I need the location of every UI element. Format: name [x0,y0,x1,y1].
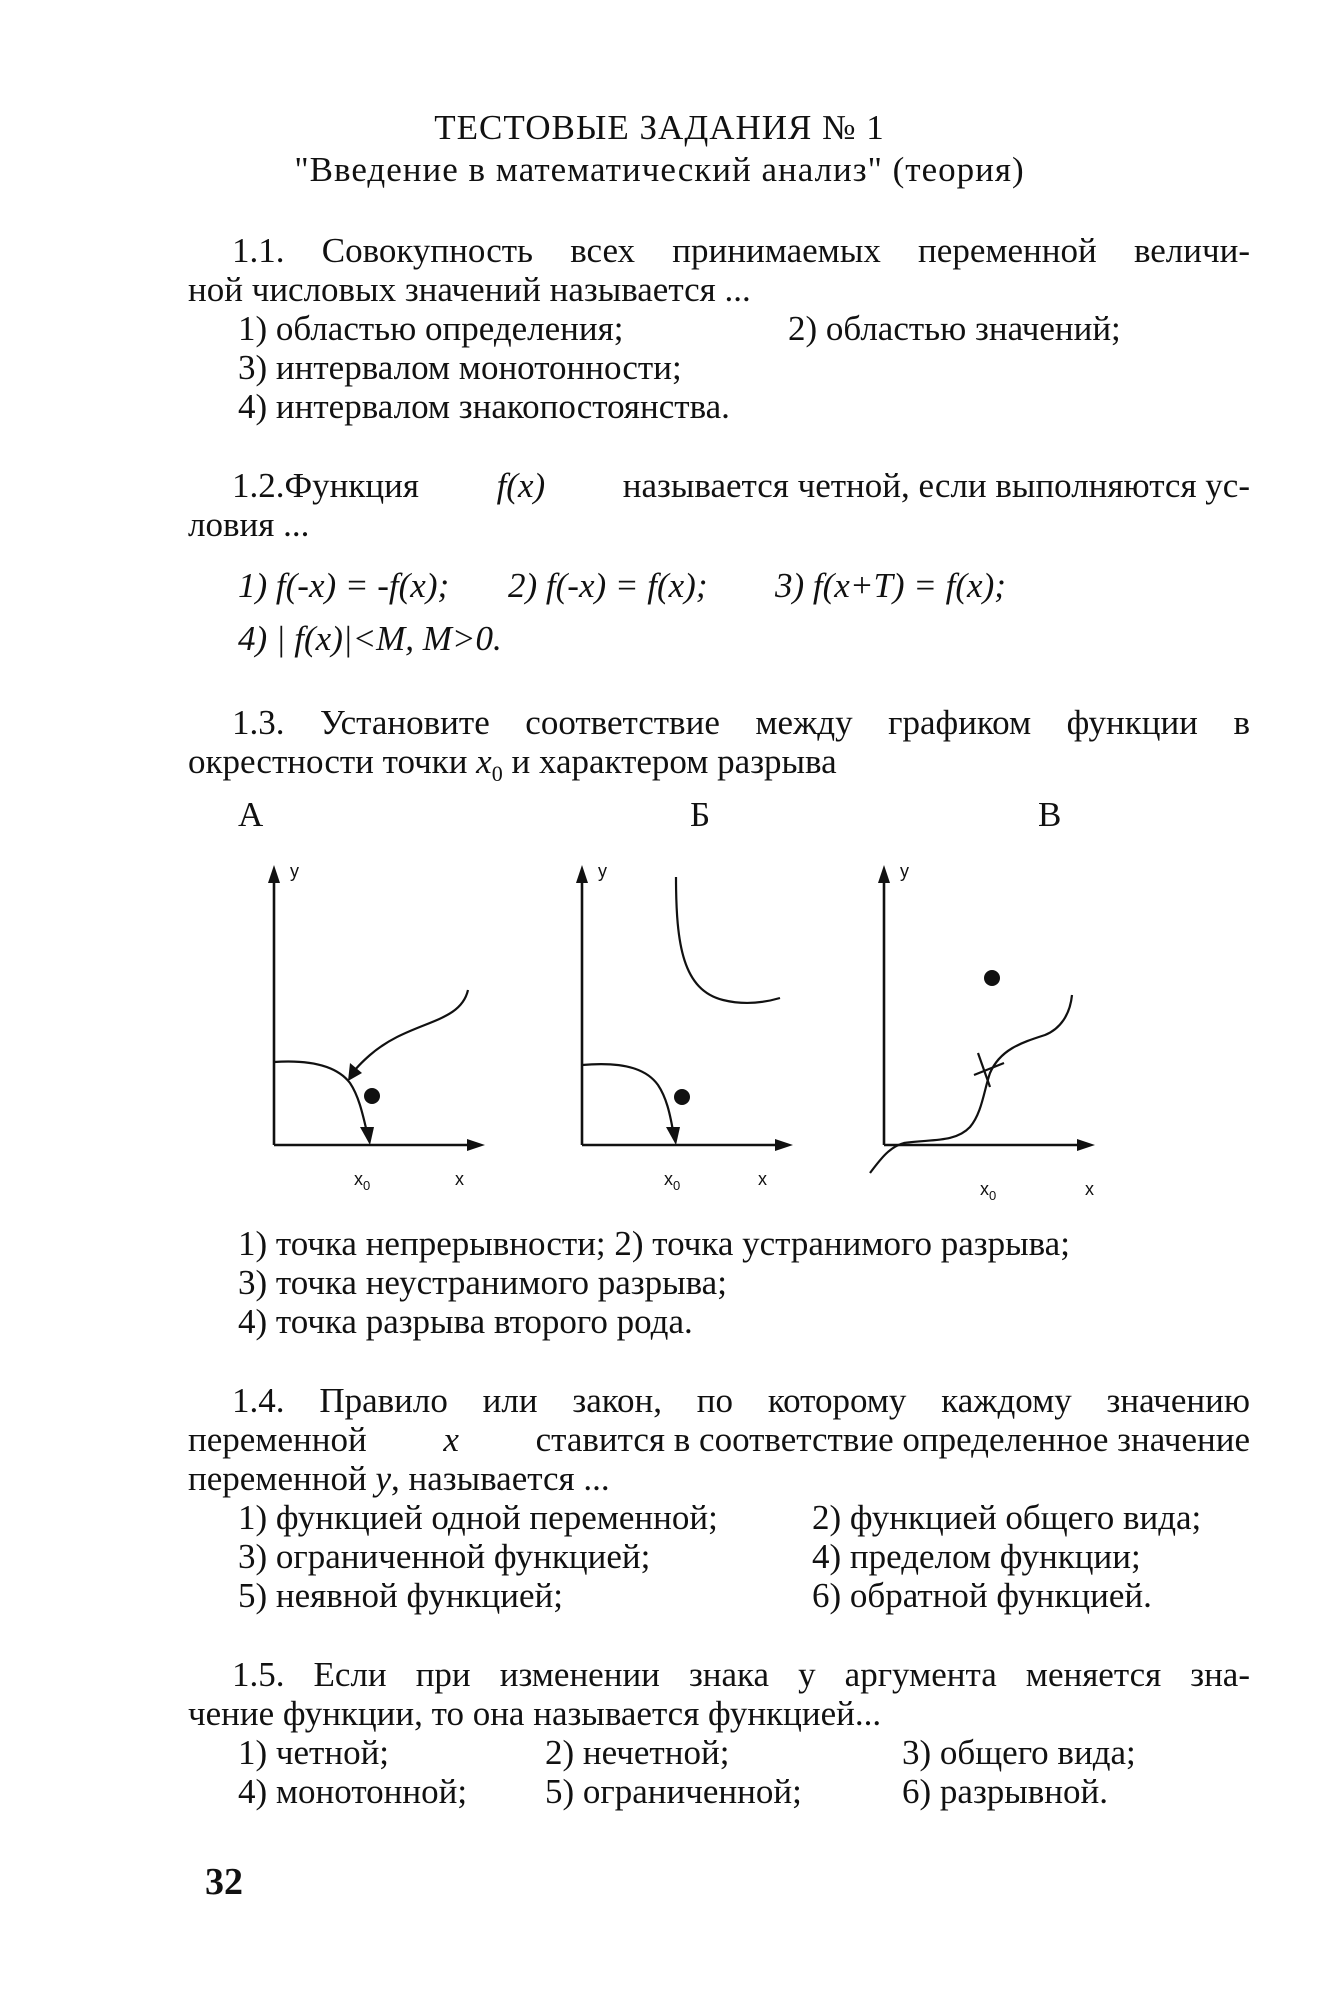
q5-option-1: 1) четной; [238,1733,390,1772]
graph-label-v: В [1038,795,1062,834]
graph-label-b: Б [690,795,711,834]
q5-text-line-2: чение функции, то она называется функцией... [188,1694,882,1733]
q2-line1-suffix: называется четной, если выполняются ус- [622,466,1250,505]
page-subtitle: "Введение в математический анализ" (теория) [294,150,1025,189]
graph-a-right-branch [352,990,468,1074]
graph-b-right-branch [676,877,780,1003]
graph-b-y-label: y [598,861,607,881]
q4-line3-prefix: переменной [188,1459,376,1498]
q1-option-4: 4) интервалом знакопостоянства. [238,387,730,426]
graph-v-curve [870,995,1072,1173]
graph-v-x0-label [980,1179,996,1203]
q3-line2-suffix: и характером разрыва [502,742,837,781]
q1-option-1: 1) областью определения; [238,309,624,348]
q3-line2-prefix: окрестности точки [188,742,477,781]
q5-option-5: 5) ограниченной; [545,1772,802,1811]
graph-b [558,855,798,1205]
q4-variable-x: x [443,1420,459,1459]
q3-point-x0 [476,742,503,786]
q2-option-4: 4) | f(x)|<M, M>0. [238,619,502,658]
q3-text-line-2 [188,743,837,793]
q5-option-2: 2) нечетной; [545,1733,730,1772]
q1-option-3: 3) интервалом монотонности; [238,348,682,387]
q5-option-6: 6) разрывной. [902,1772,1109,1811]
q4-option-3: 3) ограниченной функцией; [238,1537,651,1576]
q3-text-line-1: 1.3. Установите соответствие между графиком функции в [232,703,1250,742]
q4-line2-suffix: ставится в соответствие определенное значение [535,1420,1250,1459]
q4-option-6: 6) обратной функцией. [812,1576,1152,1615]
graph-a-x-axis [274,1139,485,1151]
graph-a-y-label: y [290,861,299,881]
graph-a-x0-main: x [354,1169,363,1189]
graph-v [860,855,1110,1205]
q4-line3-suffix: , называется ... [390,1459,610,1498]
graph-b-x0-sub: 0 [673,1178,681,1193]
q4-text-line-1: 1.4. Правило или закон, по которому каждому значению [232,1381,1250,1420]
q2-option-1: 1) f(-x) = -f(x); [238,566,450,605]
q2-option-3: 3) f(x+T) = f(x); [775,566,1006,605]
graph-b-left-arrowhead [666,1127,680,1145]
graph-v-x-label: x [1085,1179,1094,1199]
graph-label-a: А [238,795,264,834]
graph-v-y-label: y [900,861,909,881]
q4-option-1: 1) функцией одной переменной; [238,1498,718,1537]
q2-text-line-2: ловия ... [188,505,310,544]
graph-v-x0-sub: 0 [989,1188,997,1203]
q3-option-3: 3) точка неустранимого разрыва; [238,1263,727,1302]
q3-point-sub: 0 [491,761,503,786]
q3-point-x: x [476,742,492,781]
graph-b-point [674,1089,690,1105]
graph-b-x0-label [664,1169,680,1193]
q4-variable-y: y [375,1459,391,1498]
q5-option-3: 3) общего вида; [902,1733,1136,1772]
graph-a-x-label: x [455,1169,464,1189]
graph-v-x0-main: x [980,1179,989,1199]
graph-a-left-arrowhead [360,1127,374,1145]
q2-function-fx: f(x) [496,466,546,505]
q4-line2-prefix: переменной [188,1420,367,1459]
q4-text-line-3 [188,1460,610,1498]
q2-line1-prefix: 1.2.Функция [232,466,419,505]
q1-text-line-2: ной числовых значений называется ... [188,270,751,309]
graph-b-left-branch [582,1064,674,1137]
q4-text-line-2 [188,1421,1250,1459]
q1-text-line-1: 1.1. Совокупность всех принимаемых переменной величи- [232,231,1250,270]
q3-option-4: 4) точка разрыва второго рода. [238,1302,693,1341]
q4-option-5: 5) неявной функцией; [238,1576,563,1615]
q3-option-1-2: 1) точка непрерывности; 2) точка устранимого разрыва; [238,1224,1070,1263]
graph-a-x0-sub: 0 [363,1178,371,1193]
graph-b-x0-main: x [664,1169,673,1189]
q2-text-line-1 [232,467,1250,505]
graph-b-y-axis [576,865,588,1145]
graph-a [250,855,490,1205]
graph-b-x-label: x [758,1169,767,1189]
graph-a-x0-label [354,1169,370,1193]
q5-option-4: 4) монотонной; [238,1772,468,1811]
q1-option-2: 2) областью значений; [788,309,1121,348]
graph-b-x-axis [582,1139,793,1151]
graph-a-y-axis [268,865,280,1145]
page-number: 32 [205,1861,243,1903]
q5-text-line-1: 1.5. Если при изменении знака у аргумента меняется зна- [232,1655,1250,1694]
graph-v-point [984,970,1000,986]
q2-option-2: 2) f(-x) = f(x); [508,566,708,605]
graph-v-y-axis [878,865,890,1145]
graph-a-point [364,1088,380,1104]
q4-option-4: 4) пределом функции; [812,1537,1141,1576]
page-title: ТЕСТОВЫЕ ЗАДАНИЯ № 1 [434,108,885,147]
q4-option-2: 2) функцией общего вида; [812,1498,1202,1537]
